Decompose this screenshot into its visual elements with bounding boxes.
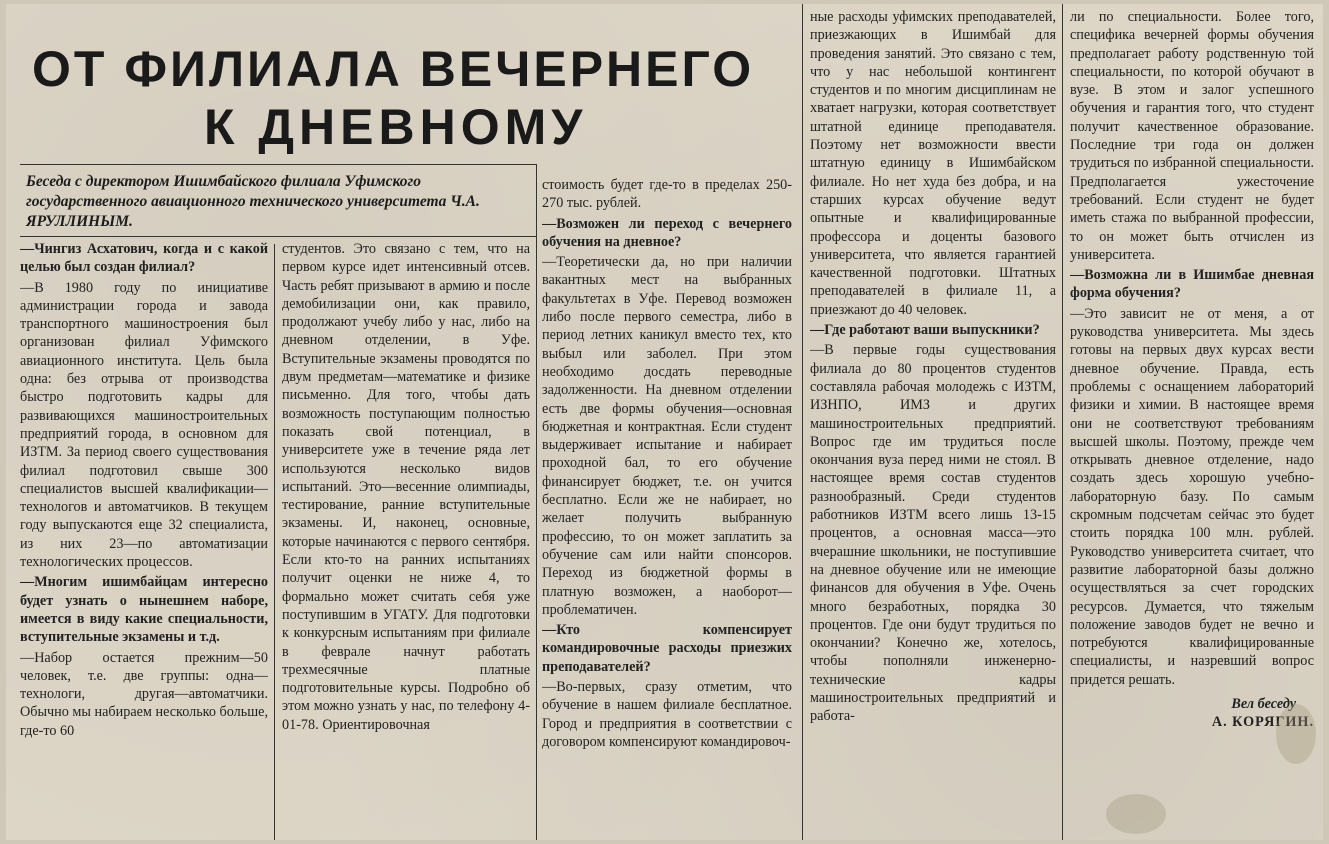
headline-line-1: ОТ ФИЛИАЛА ВЕЧЕРНЕГО xyxy=(32,41,755,97)
interview-question: —Возможна ли в Ишимбае дневная форма обучения? xyxy=(1070,267,1314,302)
interview-answer: —Это зависит не от меня, а от руководства университета. Мы здесь готовы на первых двух курсах вести дневное обучение. Правда, есть проблемы с оснащением лабораторий физики и химии. В настоящее время они не соответствуют требованиям высшей школы. Поэтому, прежде чем открывать дневное отделение, надо создать здесь хорошую учебно-лабораторную базу. По самым скромным подсчетам сейчас это будет стоить порядка 100 млн. рублей. Руководство университета считает, что развитие лабораторной базы должно осуществляться за счет городских ресурсов. Думается, что тяжелым положение заводов будет не вечно и потребуются квалифицированные специалисты, и назревший вопрос придется решать. xyxy=(1070,305,1314,688)
article-column-4 xyxy=(810,8,1056,840)
signature-author: А. КОРЯГИН. xyxy=(1211,714,1314,731)
interview-answer: —В первые годы существования филиала до 80 процентов студентов составляла рабочая молодежь с ИЗТМ, ИЗНПО, ИМЗ и других машиностроительных предприятий. Вопрос где им трудиться после окончания вуза перед ними не стоял. В настоящее время состав студентов разнообразный. Среди студентов работников ИЗТМ всего лишь 13-15 процентов, а основная масса—это вчерашние школьники, не поступившие на дневное обучение или не имеющие финансов для обучения в Уфе. Очень много безработных, порядка 30 процентов. Где они будут трудиться по окончании? Конечно же, хотелось, чтобы пополняли инженерно-технические кадры машиностроительных предприятий и работа- xyxy=(810,342,1056,725)
lead-paragraph: Беседа с директором Ишимбайского филиала Уфимского государственного авиационного технического университета Ч.А. ЯРУЛЛИНЫМ. xyxy=(26,173,480,230)
article-column-2 xyxy=(282,240,530,840)
lead-top-rule xyxy=(20,164,536,165)
interview-question: —Возможен ли переход с вечернего обучения на дневное? xyxy=(542,215,792,250)
interview-answer: —Теоретически да, но при наличии вакантных мест на выбранных факультетах в Уфе. Перевод возможен либо после первого семестра, либо в период летних каникул вместо тех, кто выбыл или заболел. При этом необходимо досдать переводные задолженности. На дневном отделении есть две формы обучения—основная бюджетная и контрактная. Если студент выдерживает испытание и набирает проходной бал, то его обучение финансирует бюджет, т.е. он учится бесплатно. Если же не набирает, но желает получить выбранную профессию, то он может заплатить за обучение сам или найти спонсоров. Переход из бюджетной формы в платную возможен, а наоборот—проблематичен. xyxy=(542,254,792,618)
headline-line-2: К ДНЕВНОМУ xyxy=(204,99,588,155)
interview-answer: —Во-первых, сразу отметим, что обучение в нашем филиале бесплатное. Город и предприятия в соответствии с договором компенсируют командировоч- xyxy=(542,679,792,750)
interview-question: —Многим ишимбайцам интересно будет узнать о нынешнем наборе, имеется в виду какие специальности, вступительные экзамены и т.д. xyxy=(20,574,268,646)
article-column-5 xyxy=(1070,8,1314,840)
paper-stain xyxy=(1276,704,1316,764)
article-column-3 xyxy=(542,176,792,840)
interview-question: —Кто компенсирует командировочные расходы приезжих преподавателей? xyxy=(542,622,792,675)
interview-question: —Чингиз Асхатович, когда и с какой целью был создан филиал? xyxy=(20,241,268,276)
interview-answer: ные расходы уфимских преподавателей, приезжающих в Ишимбай для проведения занятий. Это связано с тем, что у нас небольшой контингент студентов и по многим дисциплинам не хватает нагрузки, которая соответствует штатной единице преподавателя. Поэтому нет возможности ввести штатную единицу в Ишимбайском филиале. Но нет худа без добра, и на старших курсах обучение ведут опытные и квалифицированные профессора и доценты базового университета, что является гарантией качественной подготовки. Штатных преподавателей в филиале 11, а приезжают до 40 человек. xyxy=(810,9,1056,318)
newspaper-clipping xyxy=(6,4,1323,840)
article-column-1 xyxy=(20,240,268,840)
interview-answer: —Набор остается прежним—50 человек, т.е. две группы: одна—технологи, другая—автоматчики. Обычно мы набираем несколько больше, где-то 60 xyxy=(20,649,268,739)
signature-byline: Вел беседу xyxy=(1231,695,1296,712)
paper-stain xyxy=(1106,794,1166,834)
interview-question: —Где работают ваши выпускники? xyxy=(810,322,1040,339)
column-divider-1 xyxy=(274,244,275,840)
column-divider-3 xyxy=(802,4,803,840)
column-divider-4 xyxy=(1062,4,1063,840)
interview-answer: —В 1980 году по инициативе администрации города и завода транспортного машиностроения был организован филиал Уфимского авиационного института. Цель была одна: без отрыва от производства быстро подготовить кадры для развивающихся машиностроительных предприятий города, в основном для ИЗТМ. За период своего существования филиал подготовил свыше 300 специалистов высшей квалификации—технологов и автоматчиков. В текущем году выпускаются еще 32 специалиста, из них 23—по автоматизации технологических процессов. xyxy=(20,279,268,571)
interview-answer: студентов. Это связано с тем, что на первом курсе идет интенсивный отсев. Часть ребят призывают в армию и после демобилизации они, как правило, продолжают учебу либо у нас, либо на дневном отделении, в Уфе. Вступительные экзамены проводятся по двум предметам—математике и физике письменно. Для того, чтобы дать возможность поступающим полностью показать свой потенциал, в университете уже в течение ряда лет используются несколько видов испытаний. Это—весенние олимпиады, тестирование, ранние вступительные экзамены. И, наконец, основные, которые начинаются с первого сентября. Если кто-то на ранних испытаниях получит оценки не ниже 4, то формально может считать себя уже поступившим в УГАТУ. Для подготовки к конкурсным испытаниям при филиале в феврале начнут работать трехмесячные платные подготовительные курсы. Подробно об этом можно узнать у нас, по телефону 4-01-78. Ориентировочная xyxy=(282,241,530,733)
interview-answer: стоимость будет где-то в пределах 250-270 тыс. рублей. xyxy=(542,177,792,212)
interview-answer: ли по специальности. Более того, специфика вечерней формы обучения предполагает работу родственную той специальности, по которой обучают в вузе. В этом и залог успешного обучения и гарантия того, что студент получит качественное образование. Последние три года он должен трудиться по избранной специальности. Предполагается ужесточение требований. Если студент не будет иметь стажа по выбранной профессии, то он может быть отчислен из университета. xyxy=(1070,9,1314,263)
lead-bottom-rule xyxy=(20,236,536,237)
column-divider-2 xyxy=(536,164,537,840)
headline xyxy=(24,40,784,156)
